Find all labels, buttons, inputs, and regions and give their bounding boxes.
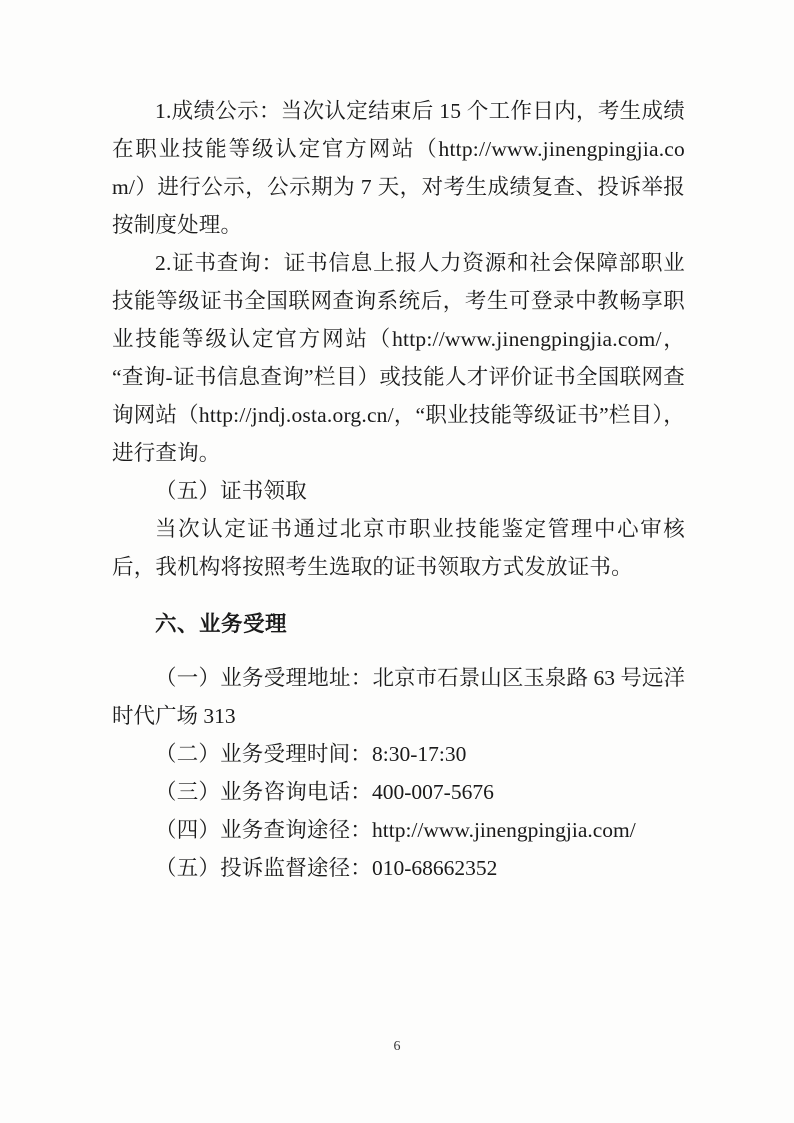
- contact-item-address: [112, 659, 685, 735]
- paragraph-score-publication: 1.成绩公示：当次认定结束后 15 个工作日内，考生成绩在职业技能等级认定官方网站（http://www.jinengpingjia.com/）进行公示，公示期为 7 天，对考生成绩复查、投诉举报按制度处理。: [112, 99, 685, 237]
- paragraph-certificate-collection: 当次认定证书通过北京市职业技能鉴定管理中心审核后，我机构将按照考生选取的证书领取方式发放证书。: [112, 517, 685, 579]
- subheading-certificate-collection: （五）证书领取: [155, 479, 307, 503]
- contact-value-address: 北京市石景山区玉泉路 63 号远洋时代广场 313: [112, 666, 685, 728]
- contact-value-hours: 8:30-17:30: [372, 742, 467, 766]
- contact-value-website: http://www.jinengpingjia.com/: [372, 818, 636, 842]
- contact-label-hours: （二）业务受理时间：: [155, 742, 373, 766]
- contact-item-phone: [112, 773, 685, 811]
- contact-item-complaint: [112, 849, 685, 887]
- document-text-column: [112, 92, 685, 887]
- heading-business-acceptance: 六、业务受理: [155, 612, 288, 636]
- contact-value-complaint: 010-68662352: [372, 856, 498, 880]
- contact-label-phone: （三）业务咨询电话：: [155, 780, 373, 804]
- contact-label-complaint: （五）投诉监督途径：: [155, 856, 373, 880]
- contact-item-website: [112, 811, 685, 849]
- contact-item-hours: [112, 735, 685, 773]
- page-number: 6: [393, 1039, 401, 1054]
- contact-label-address: （一）业务受理地址：: [155, 666, 373, 690]
- paragraph-certificate-query: 2.证书查询：证书信息上报人力资源和社会保障部职业技能等级证书全国联网查询系统后，考生可登录中教畅享职业技能等级认定官方网站（http://www.jinengpingjia.com/，“查询-证书信息查询”栏目）或技能人才评价证书全国联网查询网站（http://jndj.osta.org.cn/，“职业技能等级证书”栏目），进行查询。: [112, 251, 685, 465]
- contact-label-website: （四）业务查询途径：: [155, 818, 373, 842]
- contact-value-phone: 400-007-5676: [372, 780, 494, 804]
